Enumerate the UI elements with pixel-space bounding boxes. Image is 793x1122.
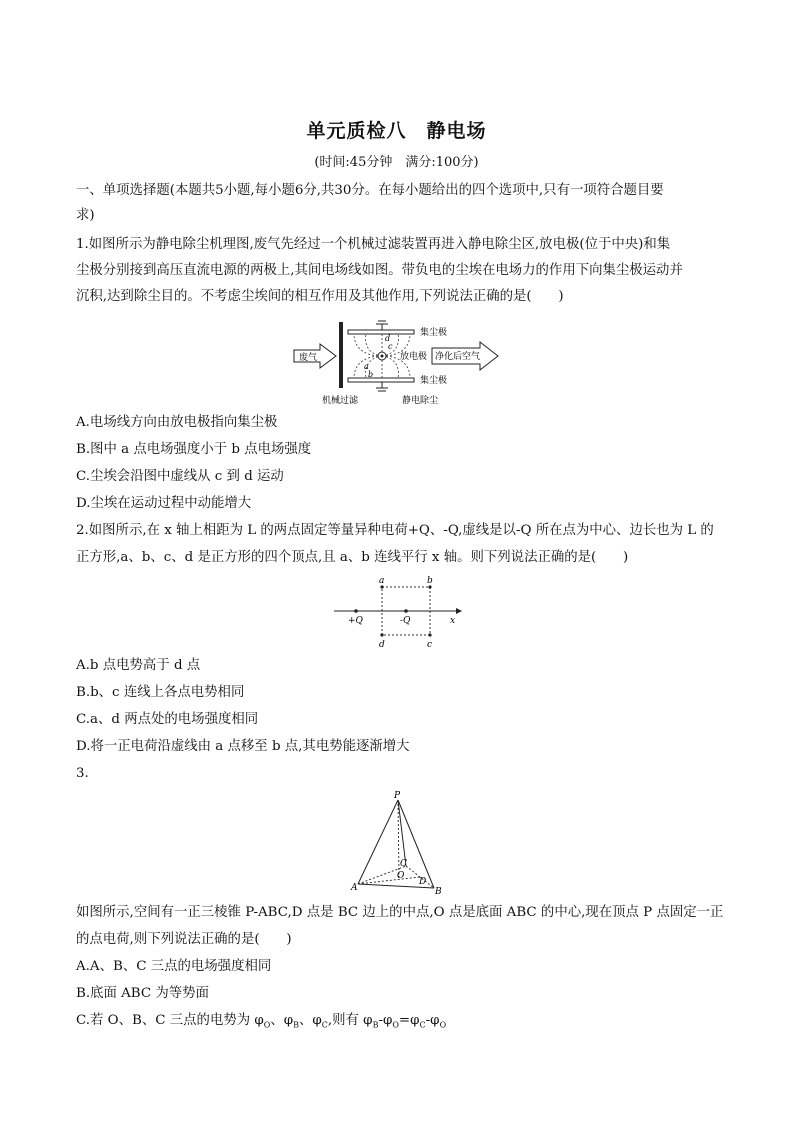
section-header: 一、单项选择题(本题共5小题,每小题6分,共30分。在每小题给出的四个选项中,只有一项符合题目要 — [76, 183, 664, 198]
label-b: B — [435, 887, 442, 896]
collector-plate-top — [348, 330, 414, 334]
label-p: P — [394, 791, 401, 801]
q3-option-b: B.底面 ABC 为等势面 — [76, 986, 209, 1001]
label-c: C — [400, 859, 407, 869]
q2-option-c: C.a、d 两点处的电场强度相同 — [76, 712, 259, 727]
q2-figure — [332, 573, 464, 651]
label-a: A — [351, 883, 358, 893]
q3-stem-line2: 的点电荷,则下列说法正确的是( ) — [76, 932, 292, 947]
q1-stem-line1: 1.如图所示为静电除尘机理图,废气先经过一个机械过滤装置再进入静电除尘区,放电极(位于中央)和集 — [76, 237, 671, 252]
label-a: a — [379, 576, 385, 586]
label-fangdianji: 放电极 — [400, 352, 428, 362]
section-header-cont: 求) — [76, 208, 95, 223]
label-c: c — [427, 640, 433, 650]
q3-stem-line1: 如图所示,空间有一正三棱锥 P-ABC,D 点是 BC 边上的中点,O 点是底面 ABC 的中心,现在顶点 P 点固定一正 — [76, 905, 724, 920]
label-o: O — [397, 871, 405, 881]
q3-number: 3. — [76, 766, 89, 781]
label-b: b — [427, 576, 433, 586]
q3-option-c: C.若 O、B、C 三点的电势为 $\varphi_O$、$\varphi_B$、$\varphi_C$,则有 $\varphi_B-\varphi_O=\varphi_C-\varphi_O$ — [76, 1013, 447, 1030]
q1-option-d: D.尘埃在运动过程中动能增大 — [76, 496, 252, 511]
pt-b: b — [368, 370, 374, 379]
pt-c: c — [388, 342, 393, 351]
label-jingdian: 静电除尘 — [402, 396, 439, 406]
q2-stem-line1: 2.如图所示,在 x 轴上相距为 L 的两点固定等量异种电荷+Q、-Q,虚线是以-Q 所在点为中心、边长也为 L 的 — [76, 523, 714, 538]
label-plusq: +Q — [348, 616, 363, 626]
label-feiqi: 废气 — [299, 353, 318, 363]
label-jinghua: 净化后空气 — [435, 352, 481, 362]
q2-option-b: B.b、c 连线上各点电势相同 — [76, 685, 245, 700]
label-jixie: 机械过滤 — [322, 396, 359, 406]
q1-option-c: C.尘埃会沿图中虚线从 c 到 d 运动 — [76, 469, 284, 484]
q3-option-a: A.A、B、C 三点的电场强度相同 — [76, 959, 272, 974]
q1-figure — [292, 316, 502, 408]
q1-option-a: A.电场线方向由放电极指向集尘极 — [76, 415, 278, 430]
label-d: D — [419, 877, 427, 887]
pt-d: d — [385, 334, 391, 343]
x-axis-label: x — [450, 616, 456, 626]
label-minusq: -Q — [400, 616, 411, 626]
q1-stem-line2: 尘极分别接到高压直流电源的两极上,其间电场线如图。带负电的尘埃在电场力的作用下向集尘极运动并 — [76, 263, 683, 278]
pt-a: a — [364, 362, 369, 371]
page-title: 单元质检八 静电场 — [306, 120, 487, 142]
q2-stem-line2: 正方形,a、b、c、d 是正方形的四个顶点,且 a、b 连线平行 x 轴。则下列说法正确的是( ) — [76, 550, 629, 565]
q3-figure — [350, 790, 446, 896]
collector-plate-bottom — [348, 378, 414, 382]
q1-stem-line3: 沉积,达到除尘目的。不考虑尘埃间的相互作用及其他作用,下列说法正确的是( ) — [76, 289, 564, 304]
q2-option-a: A.b 点电势高于 d 点 — [76, 658, 201, 673]
label-jichenji-top: 集尘极 — [420, 328, 448, 338]
exam-info: (时间:45分钟 满分:100分) — [314, 155, 479, 170]
label-d: d — [379, 640, 385, 650]
q1-option-b: B.图中 a 点电场强度小于 b 点电场强度 — [76, 442, 312, 457]
mechanical-filter — [339, 322, 343, 388]
label-jichenji-bottom: 集尘极 — [420, 376, 448, 386]
q2-option-d: D.将一正电荷沿虚线由 a 点移至 b 点,其电势能逐渐增大 — [76, 739, 410, 754]
